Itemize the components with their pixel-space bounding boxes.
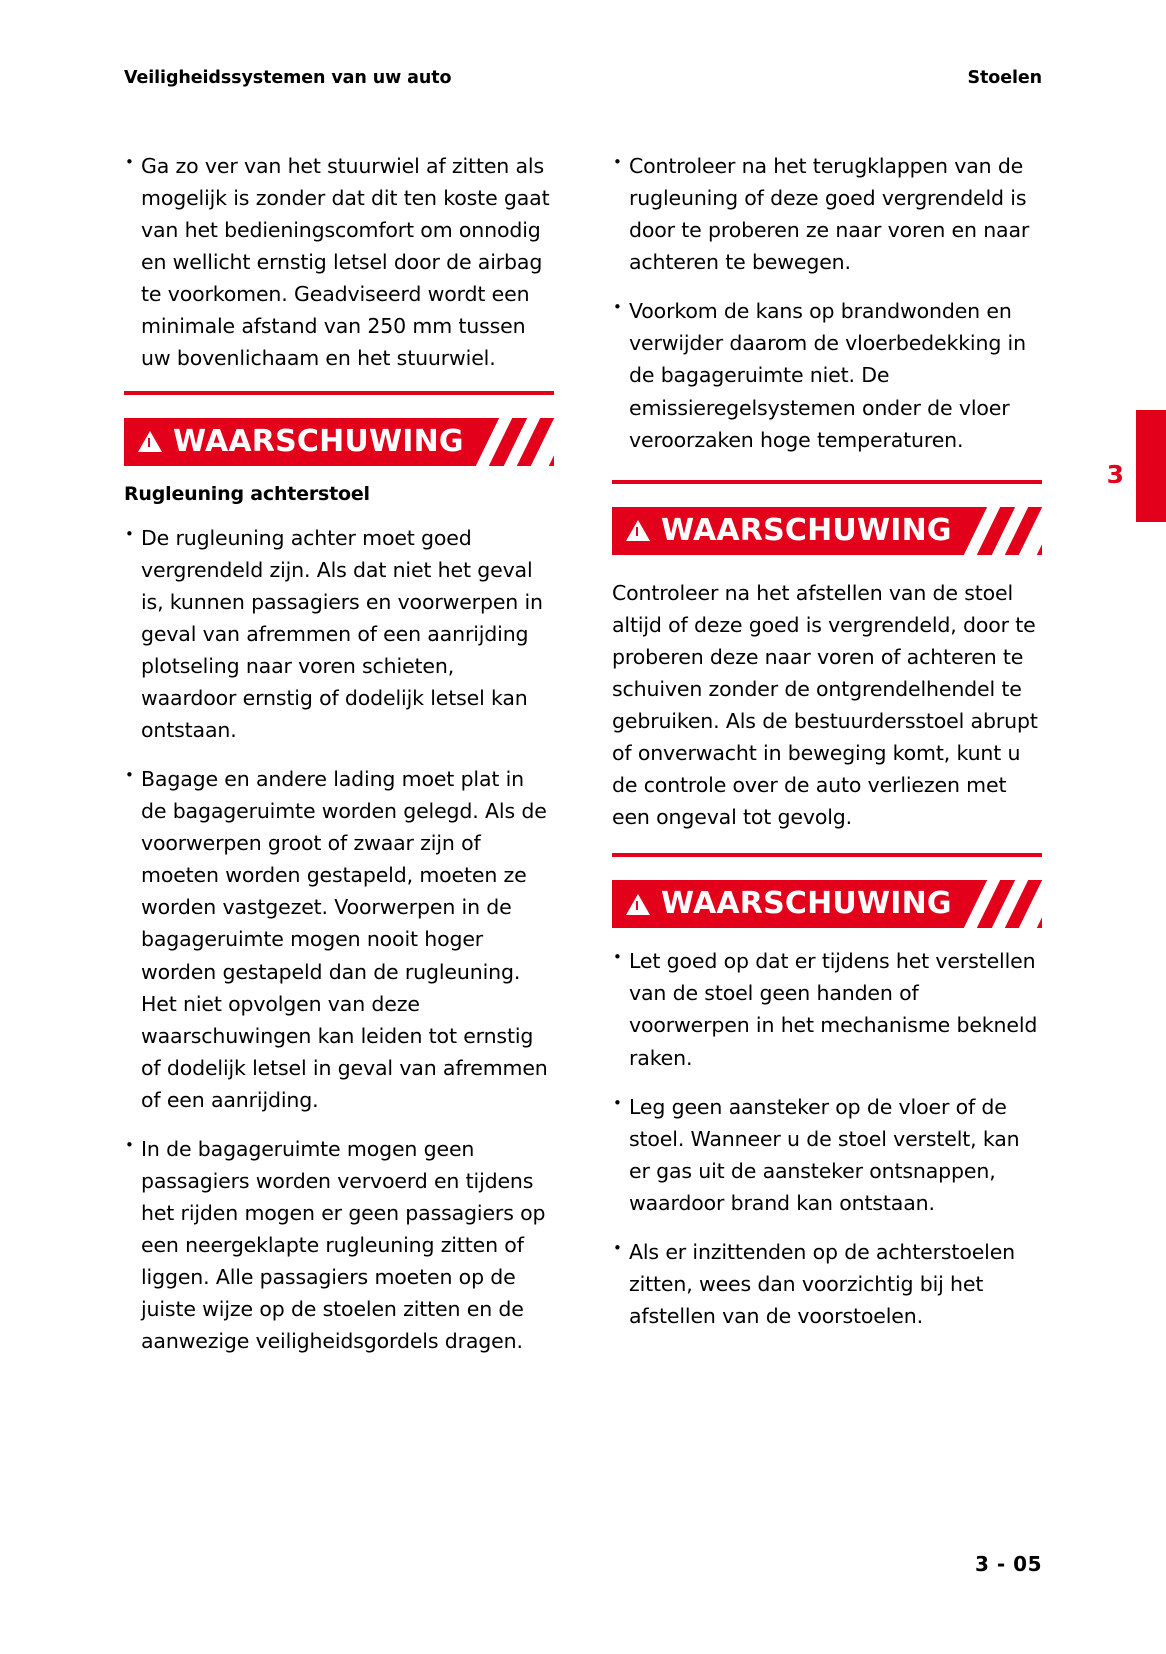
warning-banner-block [612,853,1042,928]
warning-slashes-decoration [946,880,1042,928]
warning-triangle-icon [138,431,162,452]
list-item: • De rugleuning achter moet goed vergrendeld zijn. Als dat niet het geval is, kunnen passagiers en voorwerpen in geval van afremmen of een aanrijding plotseling naar voren schieten, waardoor ernstig of dodelijk letsel kan ontstaan. [124,522,554,747]
list-item: • Ga zo ver van het stuurwiel af zitten als mogelijk is zonder dat dit ten koste gaat van het bedieningscomfort om onnodig en wellicht ernstig letsel door de airbag te voorkomen. Geadviseerd wordt een minimale afstand van 250 mm tussen uw bovenlichaam en het stuurwiel. [124,150,554,375]
warning-top-rule [124,391,554,395]
list-item: • Bagage en andere lading moet plat in de bagageruimte worden gelegd. Als de voorwerpen groot of zwaar zijn of moeten worden gestapeld, moeten ze worden vastgezet. Voorwerpen in de bagageruimte mogen nooit hoger worden gestapeld dan de rugleuning. Het niet opvolgen van deze waarschuwingen kan leiden tot ernstig of dodelijk letsel in geval van afremmen of een aanrijding. [124,763,554,1116]
warning-banner-block [124,391,554,466]
warning-banner [124,418,554,466]
warning-body-text: Controleer na het afstellen van de stoel altijd of deze goed is vergrendeld, door te proberen deze naar voren of achteren te schuiven zonder de ontgrendelhendel te gebruiken. Als de bestuurdersstoel abrupt of onverwacht in beweging komt, kunt u de controle over de auto verliezen met een ongeval tot gevolg. [612,580,1038,830]
warning-triangle-icon [626,520,650,541]
list-item: • Voorkom de kans op brandwonden en verwijder daarom de vloerbedekking in de bagageruimte niet. De emissieregelsystemen onder de vloer veroorzaken hoge temperaturen. [612,295,1042,455]
right-column [612,150,1042,1358]
right-top-bullet-list [612,150,1042,456]
left-warning-bullet-list [124,522,554,1358]
warning-top-rule [612,480,1042,484]
chapter-number: 3 [1106,460,1124,489]
list-item: • Als er inzittenden op de achterstoelen zitten, wees dan voorzichtig bij het afstellen van de voorstoelen. [612,1236,1042,1332]
list-item: • In de bagageruimte mogen geen passagiers worden vervoerd en tijdens het rijden mogen er geen passagiers op een neergeklapte rugleuning zitten of liggen. Alle passagiers moeten op de juiste wijze op de stoelen zitten en de aanwezige veiligheidsgordels dragen. [124,1133,554,1358]
chapter-thumb-tab [1136,410,1166,522]
running-header [124,68,1042,88]
warning-label: WAARSCHUWING [661,512,952,548]
list-item: • Let goed op dat er tijdens het verstellen van de stoel geen handen of voorwerpen in het mechanisme bekneld raken. [612,945,1042,1073]
list-item: • Leg geen aansteker op de vloer of de stoel. Wanneer u de stoel verstelt, kan er gas uit de aansteker ontsnappen, waardoor brand kan ontstaan. [612,1091,1042,1219]
list-item: • Controleer na het terugklappen van de rugleuning of deze goed vergrendeld is door te proberen ze naar voren en naar achteren te bewegen. [612,150,1042,278]
page-columns [124,150,1042,1358]
warning-slashes-decoration [458,418,554,466]
warning-banner [612,507,1042,555]
warning-top-rule [612,853,1042,857]
left-column [124,150,554,1358]
warning-triangle-icon [626,894,650,915]
warning-label: WAARSCHUWING [661,886,952,922]
left-top-bullet-list [124,150,554,375]
warning-banner-block [612,480,1042,834]
header-section-title: Veiligheidssystemen van uw auto [124,68,452,88]
subsection-heading: Rugleuning achterstoel [124,482,370,505]
header-topic-title: Stoelen [967,68,1042,88]
footer-page-number: 3 - 05 [975,1552,1042,1576]
right-bottom-bullet-list [612,945,1042,1332]
warning-label: WAARSCHUWING [173,423,464,459]
warning-banner [612,880,1042,928]
warning-slashes-decoration [946,507,1042,555]
